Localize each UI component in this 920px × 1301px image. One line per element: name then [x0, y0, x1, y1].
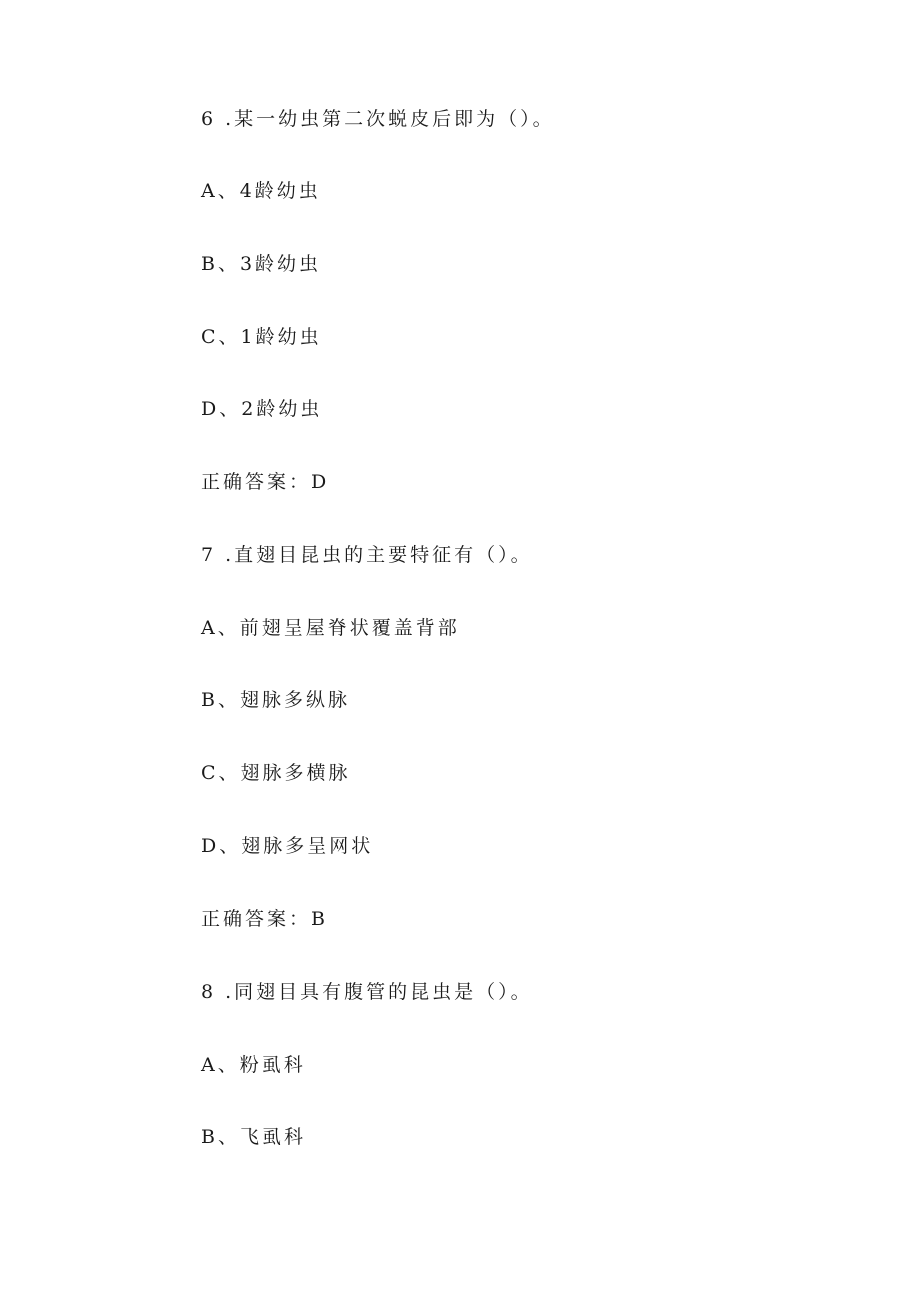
question-8-option-a: A、粉虱科: [201, 1054, 306, 1076]
question-7-option-d: D、翅脉多呈网状: [201, 835, 374, 857]
question-7-answer: 正确答案：B: [201, 908, 328, 930]
question-6-stem: 6 .某一幼虫第二次蜕皮后即为（）。: [201, 108, 555, 130]
question-7-option-a: A、前翅呈屋脊状覆盖背部: [201, 617, 460, 639]
question-7-option-b: B、翅脉多纵脉: [201, 689, 350, 711]
question-8-stem: 8 .同翅目具有腹管的昆虫是（）。: [201, 981, 533, 1003]
question-6-option-b: B、3龄幼虫: [201, 253, 322, 275]
question-8-option-b: B、飞虱科: [201, 1126, 306, 1148]
question-6-answer: 正确答案：D: [201, 471, 330, 493]
question-6-option-c: C、1龄幼虫: [201, 326, 322, 348]
question-6-option-a: A、4龄幼虫: [201, 180, 321, 202]
question-7-stem: 7 .直翅目昆虫的主要特征有（）。: [201, 544, 533, 566]
question-7-option-c: C、翅脉多横脉: [201, 762, 351, 784]
question-6-option-d: D、2龄幼虫: [201, 398, 323, 420]
